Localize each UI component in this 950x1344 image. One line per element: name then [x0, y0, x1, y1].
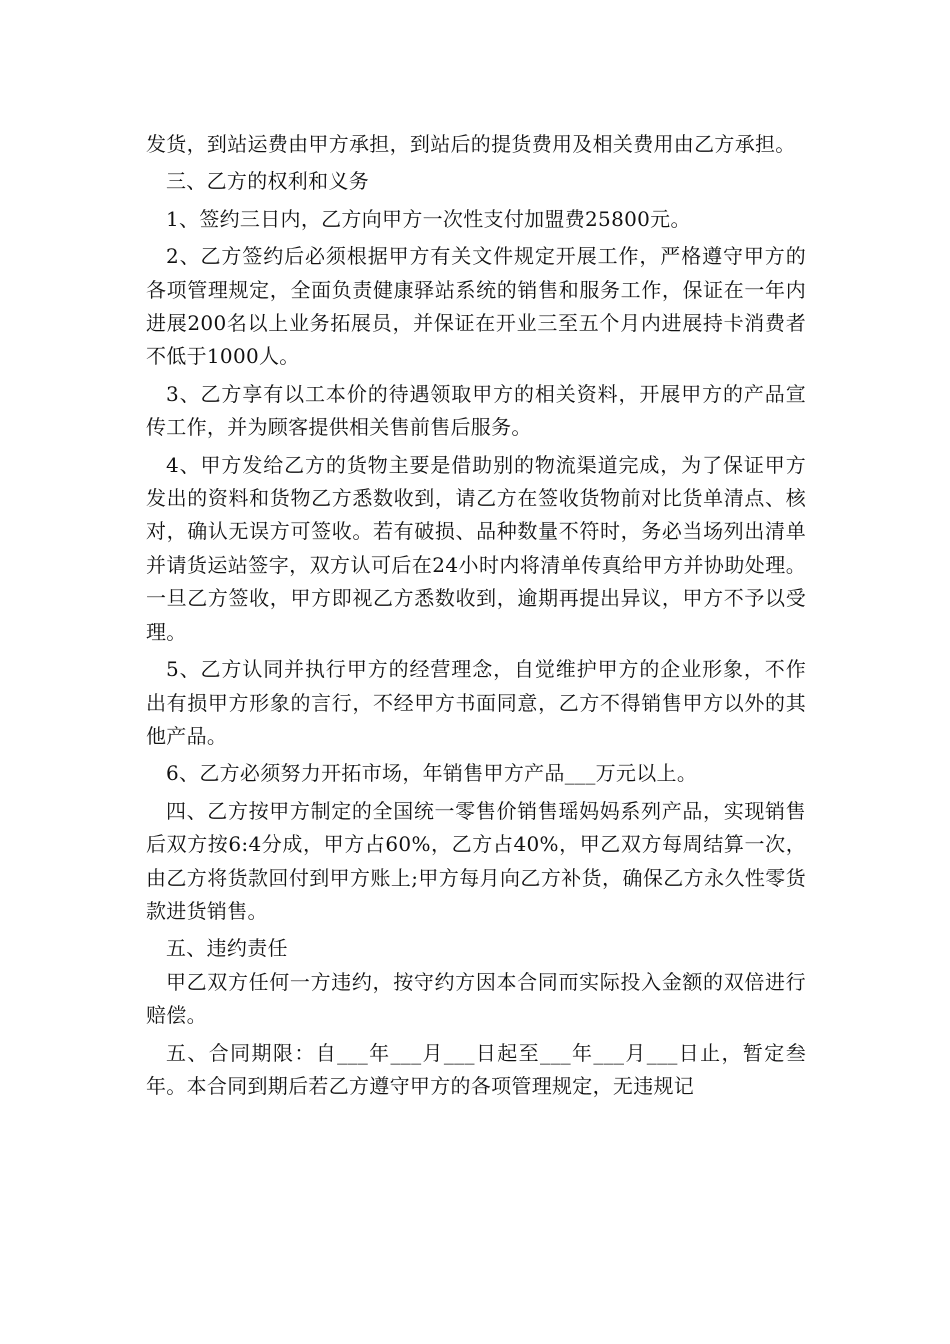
clause-4-goods-receipt: 4、甲方发给乙方的货物主要是借助别的物流渠道完成，为了保证甲方发出的资料和货物乙方悉数收到，请乙方在签收货物前对比货单清点、核对，确认无误方可签收。若有破损、品种数量不符时，务必当场列出清单并请货运站签字，双方认可后在24小时内将清单传真给甲方并协助处理。一旦乙方签收，甲方即视乙方悉数收到，逾期再提出异议，甲方不予以受理。: [146, 452, 806, 644]
clause-2-management-rules: 2、乙方签约后必须根据甲方有关文件规定开展工作，严格遵守甲方的各项管理规定，全面负责健康驿站系统的销售和服务工作，保证在一年内进展200名以上业务拓展员，并保证在开业三至五个月内进展持卡消费者不低于1000人。: [146, 244, 806, 369]
section-heading-breach: 五、违约责任: [166, 936, 288, 961]
clause-6-sales-target: 6、乙方必须努力开拓市场，年销售甲方产品___万元以上。: [166, 761, 698, 786]
paragraph-breach-compensation: 甲乙双方任何一方违约，按守约方因本合同而实际投入金额的双倍进行赔偿。: [146, 969, 806, 1028]
paragraph-shipping-cost: 发货，到站运费由甲方承担，到站后的提货费用及相关费用由乙方承担。: [146, 132, 796, 156]
section-four-pricing-split: 四、乙方按甲方制定的全国统一零售价销售瑶妈妈系列产品，实现销售后双方按6:4分成，甲方占60%，乙方占40%，甲乙双方每周结算一次，由乙方将货款回付到甲方账上;甲方每月向乙方补货，确保乙方永久性零货款进货销售。: [146, 798, 806, 923]
clause-5-business-philosophy: 5、乙方认同并执行甲方的经营理念，自觉维护甲方的企业形象，不作出有损甲方形象的言行，不经甲方书面同意，乙方不得销售甲方以外的其他产品。: [146, 657, 806, 748]
document-body: [146, 128, 806, 1103]
section-contract-term: 五、合同期限：自___年___月___日起至___年___月___日止，暂定叁年。本合同到期后若乙方遵守甲方的各项管理规定，无违规记: [146, 1040, 806, 1098]
section-heading-party-b-rights: 三、乙方的权利和义务: [166, 169, 369, 194]
clause-3-materials: 3、乙方享有以工本价的待遇领取甲方的相关资料，开展甲方的产品宣传工作，并为顾客提供相关售前售后服务。: [146, 381, 806, 440]
clause-1-franchise-fee: 1、签约三日内，乙方向甲方一次性支付加盟费25800元。: [166, 206, 691, 231]
